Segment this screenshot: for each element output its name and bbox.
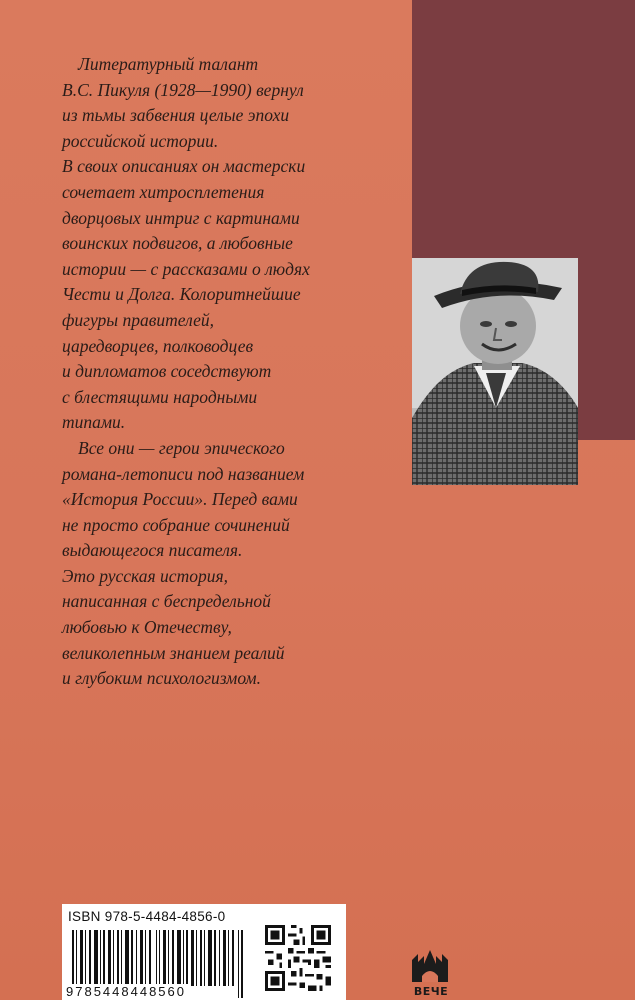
annotation-paragraph-2 bbox=[62, 436, 402, 692]
text-line: Литературный талант bbox=[78, 54, 259, 74]
text-line: из тьмы забвения целые эпохи bbox=[62, 105, 290, 126]
text-line: «История России». Перед вами bbox=[62, 489, 298, 510]
text-line: царедворцев, полководцев bbox=[62, 335, 254, 356]
text-line: любовью к Отечеству, bbox=[62, 617, 232, 638]
text-line: написанная с беспредельной bbox=[62, 591, 271, 612]
text-line: и глубоким психологизмом. bbox=[62, 668, 261, 689]
text-line: В.С. Пикуля (1928—1990) вернул bbox=[62, 79, 304, 100]
text-line: романа-летописи под названием bbox=[62, 463, 305, 484]
text-line: дворцовых интриг с картинами bbox=[62, 207, 300, 228]
text-line: выдающегося писателя. bbox=[62, 540, 243, 561]
text-line: не просто собрание сочинений bbox=[62, 514, 290, 535]
barcode-digits: 9785448448560 bbox=[66, 984, 186, 999]
annotation-text bbox=[62, 52, 402, 692]
text-line: воинских подвигов, а любовные bbox=[62, 233, 293, 254]
text-line: российской истории. bbox=[62, 130, 219, 151]
text-line: типами. bbox=[62, 412, 126, 433]
text-line: великолепным знанием реалий bbox=[62, 642, 285, 663]
text-line: истории — с рассказами о людях bbox=[62, 258, 310, 279]
publisher-logo-text: ВЕЧЕ bbox=[413, 985, 449, 998]
isbn-label: ISBN 978-5-4484-4856-0 bbox=[68, 909, 226, 924]
author-portrait-photo bbox=[412, 258, 578, 485]
text-line: Все они — герои эпического bbox=[78, 437, 285, 458]
text-line: В своих описаниях он мастерски bbox=[62, 156, 306, 177]
text-line: с блестящими народными bbox=[62, 386, 258, 407]
annotation-paragraph-1 bbox=[62, 52, 402, 436]
text-line: Чести и Долга. Колоритнейшие bbox=[62, 284, 301, 305]
text-line: фигуры правителей, bbox=[62, 309, 215, 330]
text-line: сочетает хитросплетения bbox=[62, 181, 265, 202]
qr-code-icon bbox=[262, 922, 334, 994]
text-line: Это русская история, bbox=[62, 565, 228, 586]
text-line: и дипломатов соседствуют bbox=[62, 361, 272, 382]
